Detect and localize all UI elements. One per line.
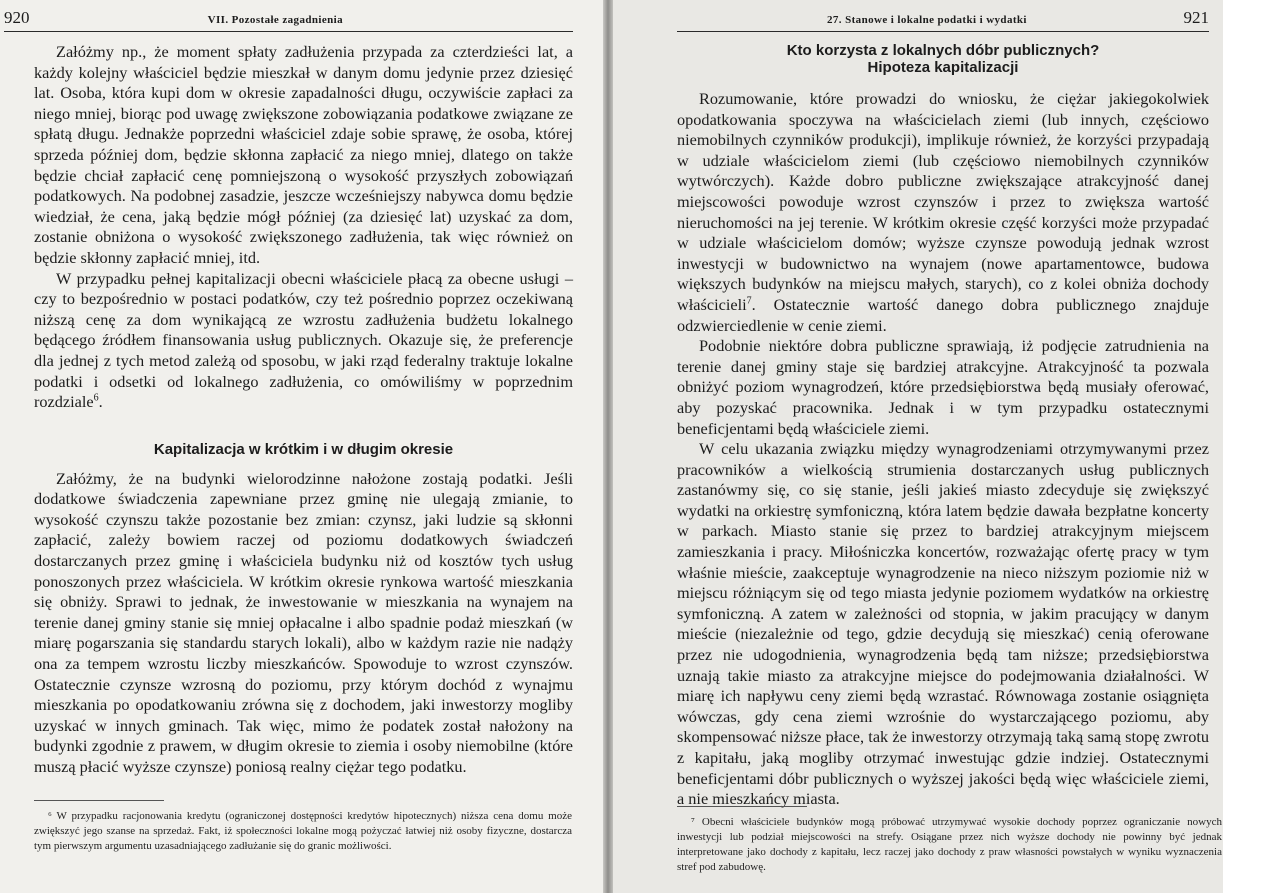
left-footnote-rule bbox=[34, 800, 164, 801]
footnote-ref-6: 6 bbox=[93, 392, 99, 404]
left-running-head bbox=[4, 8, 573, 32]
right-footnotes bbox=[677, 806, 1222, 875]
footnote-ref-7: 7 bbox=[746, 295, 752, 307]
right-page-number: 921 bbox=[1183, 8, 1209, 27]
right-paragraph-3: W celu ukazania związku między wynagrodzeniami otrzymywanymi przez pracowników a wielkością strumienia dostarczanych usług publicznych zastanówmy się, co się stanie, jeśli jakieś miasto zdecyduje się zwiększyć wydatki na orkiestrę symfoniczną, która latem będzie dawała bezpłatne koncerty w parkach. Miasto stanie się przez to bardziej atrakcyjnym miejscem zamieszkania i pracy. Miłośniczka koncertów, rozważając ofertę pracy w tym właśnie mieście, zaakceptuje wynagrodzenie na nieco niższym poziomie niż w miejscu różniącym się od tego miasta jedynie poziomem wydatków na orkiestrę symfoniczną. A zatem w zależności od stopnia, w jakim pracujący w danym mieście (niezależnie od tego, gdzie decydują się mieszkać) cenią oferowane przez nie udogodnienia, wynagrodzenia będą tam niższe; przedsiębiorstwa uznają takie miasto za atrakcyjne miejsce do podejmowania działalności. W miarę ich napływu ceny ziemi będą wzrastać. Równowaga zostanie osiągnięta wówczas, gdy cena ziemi wzrośnie do wystarczającego poziomu, aby skompensować niższe płace, tak że inwestorzy otrzymają taką samą stopę zwrotu z kapitału, jaką mogliby otrzymać inwestując gdzie indziej. Ostatecznymi beneficjentami dóbr publicznych o wyższej jakości będą więc właściciele ziemi, a nie mieszkańcy miasta. bbox=[677, 439, 1209, 809]
left-section-heading: Kapitalizacja w krótkim i w długim okresie bbox=[153, 440, 454, 458]
left-body bbox=[4, 42, 573, 778]
left-paragraph-2-period: . bbox=[98, 392, 103, 412]
book-gutter bbox=[603, 0, 613, 893]
left-page-number: 920 bbox=[4, 8, 30, 27]
right-page bbox=[613, 0, 1223, 893]
left-paragraph-3: Załóżmy, że na budynki wielorodzinne nałożone zostają podatki. Jeśli dodatkowe świadczenia zapewniane przez gminę nie ulegają zmianie, to wysokość czynszu także pozostanie bez zmian: czynsz, jaki ludzie są skłonni zapłacić, zależy bowiem raczej od poziomu dodatkowych świadczeń dostarczanych przez gminę i właściciela budynku niż od kosztów tych usług ponoszonych przez właściciela. W krótkim okresie rynkowa wartość mieszkania się obniży. Sprawi to jednak, że inwestowanie w mieszkania na wynajem na terenie danej gminy stanie się mniej opłacalne i albo spadnie podaż mieszkań (w miarę pogarszania się standardu starych lokali), albo w każdym razie nie nadąży ona za tempem wzrostu liczby mieszkańców. Spowoduje to wzrost czynszów. Ostatecznie czynsze wzrosną do poziomu, przy którym dochód z wynajmu mieszkania po opodatkowaniu zrówna się z dochodem, jaki inwestorzy mogliby uzyskać w innych gminach. Tak więc, mimo że podatek został nałożony na budynki zgodnie z prawem, w długim okresie to ziemia i osoby niemobilne (które muszą płacić wyższe czynsze) poniosą realny ciężar tego podatku. bbox=[34, 468, 573, 776]
footnote-7: ⁷ Obecni właściciele budynków mogą próbować utrzymywać wysokie dochody poprzez ograniczanie nowych inwestycji lub podział miejscowości na strefy. Osiągane przez nich wyższe dochody nie powinny być jednak interpretowane jako dochody z kapitału, lecz raczej jako dochody z praw własności powstałych w wyniku wyznaczenia stref pod zabudowę. bbox=[677, 816, 1222, 873]
right-section-heading-line1: Kto korzysta z lokalnych dóbr publicznych? bbox=[786, 42, 1100, 59]
left-paragraph-2 bbox=[34, 269, 573, 413]
right-chapter-title: 27. Stanowe i lokalne podatki i wydatki bbox=[827, 14, 1027, 26]
right-section-heading-line2: Hipoteza kapitalizacji bbox=[867, 59, 1019, 76]
footnote-6: ⁶ W przypadku racjonowania kredytu (ograniczonej dostępności kredytów hipotecznych) niższa cena domu może zwiększyć jego szanse na sprzedaż. Fakt, iż społeczności lokalne mogą pożyczać łatwiej niż osoby fizyczne, dostarcza tym pierwszym argumentu uzasadniającego zadłużanie się do granic możliwości. bbox=[34, 810, 572, 852]
right-paragraph-1-text: Rozumowanie, które prowadzi do wniosku, że ciężar jakiegokolwiek opodatkowania spoczywa na właścicielach ziemi (lub innych, częściowo niemobilnych czynników produkcji), implikuje również, że korzyści przypadają w udziale właścicielom ziemi (lub częściowo niemobilnych czynników wytwórczych). Każde dobro publiczne zwiększające atrakcyjność danej miejscowości powoduje wzrost czynszów i przez to zwiększa wartość nieruchomości na jej terenie. W krótkim okresie część korzyści może przypadać w udziale właścicielom domów; wyższe czynsze powodują jednak wzrost inwestycji w budownictwo na wynajem (nowe apartamentowce, budowa większych budynków na miejscu małych, starych), co z kolei obniża dochody właścicieli bbox=[677, 89, 1209, 314]
right-paragraph-2: Podobnie niektóre dobra publiczne sprawiają, iż podjęcie zatrudnienia na terenie danej gminy staje się bardziej atrakcyjne. Atrakcyjność ta pozwala obniżyć poziom wynagrodzeń, które przedsiębiorstwa będą musiały oferować, aby pozyskać pracownika. Jednak i w tym przypadku ostatecznymi beneficjentami będą właściciele ziemi. bbox=[677, 336, 1209, 438]
right-running-head bbox=[677, 8, 1209, 32]
left-footnotes bbox=[34, 800, 572, 854]
left-page bbox=[0, 0, 603, 893]
right-paragraph-1-tail: . Ostatecznie wartość danego dobra publicznego znajduje odzwierciedlenie w cenie ziemi. bbox=[677, 294, 1209, 335]
right-section-heading bbox=[677, 42, 1209, 76]
left-paragraph-1: Załóżmy np., że moment spłaty zadłużenia przypada za czterdzieści lat, a każdy kolejny właściciel będzie mieszkał w danym domu jedynie przez dziesięć lat. Osoba, która kupi dom w okresie zapadalności długu, oczywiście zapłaci za niego mniej, biorąc pod uwagę zwiększone zobowiązania podatkowe związane ze spłatą długu. Jednakże poprzedni właściciel zdaje sobie sprawę, że osoba, której sprzeda później dom, będzie skłonna zapłacić za niego mniej, dlatego on także będzie chciał zapłacić cenę pomniejszoną o wysokość przyszłych zobowiązań podatkowych. Na podobnej zasadzie, jeszcze wcześniejszy nabywca domu będzie wiedział, że cena, jaką będzie mógł później (za dziesięć lat) uzyskać za dom, zostanie obniżona o wysokość zwiększonego zadłużenia, tak więc również on będzie skłonny zapłacić mniej, itd. bbox=[34, 42, 573, 267]
right-body bbox=[677, 42, 1209, 810]
left-paragraph-2-text: W przypadku pełnej kapitalizacji obecni właściciele płacą za obecne usługi – czy to bezpośrednio w postaci podatków, czy też pośrednio poprzez oczekiwaną niższą cenę za dom wynikającą ze wzrostu zadłużenia budżetu lokalnego będącego źródłem finansowania usług publicznych. Okazuje się, że preferencje dla jednej z tych metod zależą od sposobu, w jaki rząd federalny traktuje lokalne podatki i odsetki od lokalnego zadłużenia, co omówiliśmy w poprzednim rozdziale bbox=[34, 268, 573, 412]
left-chapter-title: VII. Pozostałe zagadnienia bbox=[207, 14, 343, 26]
scan-margin bbox=[1223, 0, 1263, 893]
right-paragraph-1 bbox=[677, 89, 1209, 336]
right-footnote-rule bbox=[677, 806, 807, 807]
